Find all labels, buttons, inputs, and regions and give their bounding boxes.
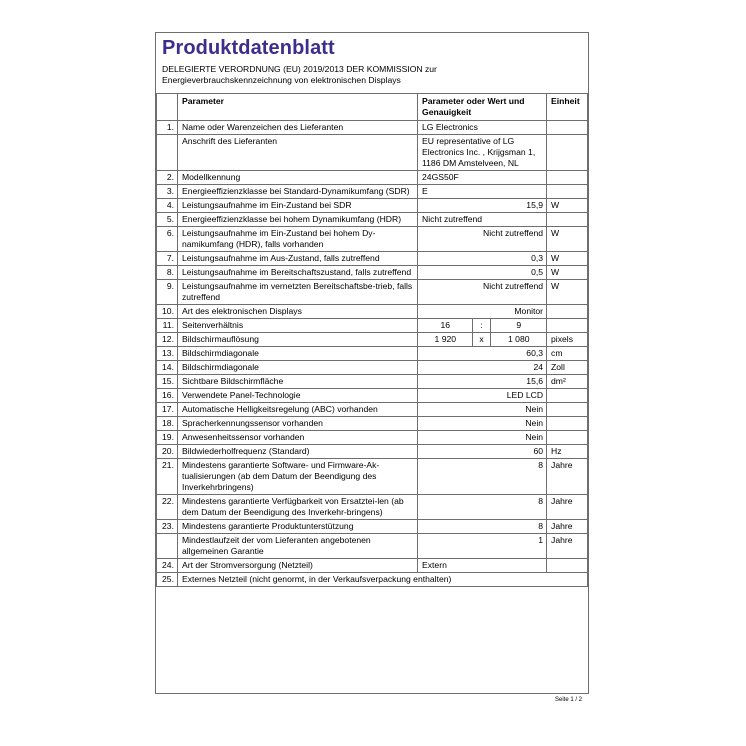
row-unit [547, 305, 588, 319]
row-value-second: 1 080 [490, 333, 547, 347]
row-value: 60,3 [418, 347, 547, 361]
row-unit [547, 417, 588, 431]
table-row [157, 361, 588, 375]
row-number: 2. [157, 171, 178, 185]
row-parameter: Verwendete Panel-Technologie [177, 389, 417, 403]
row-value: Monitor [418, 305, 547, 319]
row-parameter: Bildschirmdiagonale [177, 347, 417, 361]
header-value: Parameter oder Wert und Genauigkeit [418, 94, 547, 121]
row-number: 18. [157, 417, 178, 431]
row-value-separator: x [472, 333, 490, 347]
header-parameter: Parameter [177, 94, 417, 121]
row-value: 15,9 [418, 199, 547, 213]
row-value-first: 1 920 [418, 333, 473, 347]
table-row [157, 459, 588, 495]
table-row [157, 559, 588, 573]
table-header-row [157, 94, 588, 121]
table-row [157, 319, 588, 333]
row-parameter: Modellkennung [177, 171, 417, 185]
row-parameter: Anschrift des Lieferanten [177, 135, 417, 171]
row-parameter: Mindestens garantierte Produktunterstützung [177, 520, 417, 534]
product-data-table [156, 93, 588, 587]
row-unit [547, 121, 588, 135]
datasheet [155, 32, 589, 694]
row-unit: W [547, 252, 588, 266]
row-parameter: Automatische Helligkeitsregelung (ABC) vorhanden [177, 403, 417, 417]
row-unit: Zoll [547, 361, 588, 375]
table-row [157, 135, 588, 171]
row-unit: Hz [547, 445, 588, 459]
table-row [157, 199, 588, 213]
table-row [157, 347, 588, 361]
page-title: Produktdatenblatt [162, 37, 335, 59]
row-number: 5. [157, 213, 178, 227]
row-number: 6. [157, 227, 178, 252]
row-number: 1. [157, 121, 178, 135]
row-number: 22. [157, 495, 178, 520]
row-value: 0,3 [418, 252, 547, 266]
row-number: 19. [157, 431, 178, 445]
row-number: 12. [157, 333, 178, 347]
row-parameter: Name oder Warenzeichen des Lieferanten [177, 121, 417, 135]
row-number: 17. [157, 403, 178, 417]
table-row [157, 227, 588, 252]
row-parameter: Energieeffizienzklasse bei hohem Dynamikumfang (HDR) [177, 213, 417, 227]
row-unit: W [547, 227, 588, 252]
row-unit: Jahre [547, 520, 588, 534]
row-parameter: Seitenverhältnis [177, 319, 417, 333]
row-unit: W [547, 266, 588, 280]
table-row [157, 280, 588, 305]
row-parameter: Mindestens garantierte Software- und Firmware-Ak-tualisierungen (ab dem Datum der Beendigung des Inverkehrbringens) [177, 459, 417, 495]
row-unit [547, 171, 588, 185]
row-number: 25. [157, 573, 178, 587]
table-row [157, 573, 588, 587]
row-unit [547, 213, 588, 227]
row-number: 14. [157, 361, 178, 375]
table-row [157, 520, 588, 534]
row-value: 15,6 [418, 375, 547, 389]
row-value: LG Electronics [418, 121, 547, 135]
row-value: 1 [418, 534, 547, 559]
table-row [157, 417, 588, 431]
table-row [157, 266, 588, 280]
row-unit: cm [547, 347, 588, 361]
row-unit [547, 319, 588, 333]
row-value: 24GS50F [418, 171, 547, 185]
row-unit: dm² [547, 375, 588, 389]
table-row [157, 534, 588, 559]
row-value: 60 [418, 445, 547, 459]
row-parameter: Leistungsaufnahme im Aus-Zustand, falls zutreffend [177, 252, 417, 266]
row-number: 15. [157, 375, 178, 389]
table-row [157, 213, 588, 227]
row-parameter: Leistungsaufnahme im vernetzten Bereitschaftsbe-trieb, falls zutreffend [177, 280, 417, 305]
row-value: 24 [418, 361, 547, 375]
row-number: 3. [157, 185, 178, 199]
row-number: 20. [157, 445, 178, 459]
row-value: Nicht zutreffend [418, 213, 547, 227]
row-unit [547, 389, 588, 403]
table-row [157, 375, 588, 389]
row-number: 23. [157, 520, 178, 534]
row-value: E [418, 185, 547, 199]
row-value: Nicht zutreffend [418, 280, 547, 305]
row-unit: W [547, 199, 588, 213]
row-number [157, 534, 178, 559]
row-number: 9. [157, 280, 178, 305]
row-number: 10. [157, 305, 178, 319]
table-row [157, 121, 588, 135]
row-value: 0,5 [418, 266, 547, 280]
row-number: 16. [157, 389, 178, 403]
row-parameter: Anwesenheitssensor vorhanden [177, 431, 417, 445]
row-parameter: Bildschirmdiagonale [177, 361, 417, 375]
intro-line-2: Energieverbrauchskennzeichnung von elektronischen Displays [162, 75, 401, 85]
row-value: Nicht zutreffend [418, 227, 547, 252]
row-unit: W [547, 280, 588, 305]
row-value-first: 16 [418, 319, 473, 333]
row-unit [547, 403, 588, 417]
row-number [157, 135, 178, 171]
row-value: LED LCD [418, 389, 547, 403]
row-unit: Jahre [547, 495, 588, 520]
row-parameter: Energieeffizienzklasse bei Standard-Dynamikumfang (SDR) [177, 185, 417, 199]
row-parameter: Externes Netzteil (nicht genormt, in der Verkaufsverpackung enthalten) [177, 573, 587, 587]
row-number: 21. [157, 459, 178, 495]
row-value: Extern [418, 559, 547, 573]
row-unit: Jahre [547, 459, 588, 495]
row-unit: Jahre [547, 534, 588, 559]
row-unit [547, 559, 588, 573]
row-value: Nein [418, 417, 547, 431]
row-value: 8 [418, 459, 547, 495]
header-unit: Einheit [547, 94, 588, 121]
row-parameter: Sichtbare Bildschirmfläche [177, 375, 417, 389]
row-parameter: Leistungsaufnahme im Bereitschaftszustand, falls zutreffend [177, 266, 417, 280]
table-row [157, 431, 588, 445]
regulation-intro [162, 64, 582, 86]
row-number: 11. [157, 319, 178, 333]
table-row [157, 252, 588, 266]
table-row [157, 333, 588, 347]
intro-line-1: DELEGIERTE VERORDNUNG (EU) 2019/2013 DER KOMMISSION zur [162, 64, 437, 74]
table-row [157, 389, 588, 403]
row-unit [547, 185, 588, 199]
row-number: 8. [157, 266, 178, 280]
table-row [157, 185, 588, 199]
row-number: 13. [157, 347, 178, 361]
row-unit [547, 431, 588, 445]
row-unit [547, 135, 588, 171]
page-number: Seite 1 / 2 [555, 697, 583, 703]
row-value: 8 [418, 495, 547, 520]
row-value-second: 9 [490, 319, 547, 333]
table-row [157, 495, 588, 520]
row-parameter: Mindestens garantierte Verfügbarkeit von Ersatztei-len (ab dem Datum der Beendigung des Inverkehr-bringens) [177, 495, 417, 520]
table-row [157, 403, 588, 417]
row-value: EU representative of LG Electronics Inc. , Krijgsman 1, 1186 DM Amstelveen, NL [418, 135, 547, 171]
row-parameter: Bildschirmauflösung [177, 333, 417, 347]
table-row [157, 445, 588, 459]
row-number: 7. [157, 252, 178, 266]
row-parameter: Mindestlaufzeit der vom Lieferanten angebotenen allgemeinen Garantie [177, 534, 417, 559]
row-value-separator: : [472, 319, 490, 333]
row-value: Nein [418, 403, 547, 417]
row-number: 24. [157, 559, 178, 573]
row-value: 8 [418, 520, 547, 534]
row-parameter: Leistungsaufnahme im Ein-Zustand bei hohem Dy-namikumfang (HDR), falls vorhanden [177, 227, 417, 252]
row-parameter: Spracherkennungssensor vorhanden [177, 417, 417, 431]
row-parameter: Art des elektronischen Displays [177, 305, 417, 319]
row-parameter: Art der Stromversorgung (Netzteil) [177, 559, 417, 573]
row-parameter: Leistungsaufnahme im Ein-Zustand bei SDR [177, 199, 417, 213]
row-value: Nein [418, 431, 547, 445]
row-number: 4. [157, 199, 178, 213]
row-parameter: Bildwiederholfrequenz (Standard) [177, 445, 417, 459]
table-row [157, 305, 588, 319]
row-unit: pixels [547, 333, 588, 347]
table-row [157, 171, 588, 185]
